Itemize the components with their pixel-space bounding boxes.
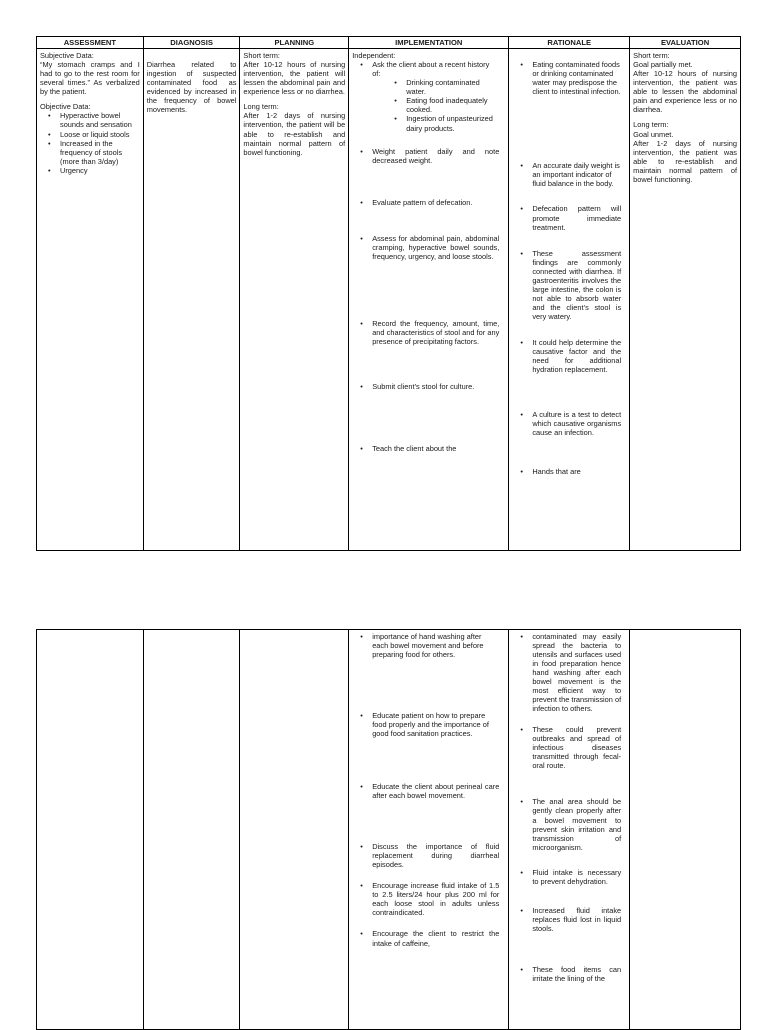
rationale-item: • The anal area should be gently clean properly after a bowel movement to prevent skin irritation and transmission of microorganism. [532, 797, 621, 851]
implementation-item: • Teach the client about the [372, 444, 499, 453]
page-two [0, 590, 768, 1024]
implementation-cell-continued [349, 630, 509, 1030]
header-implementation: IMPLEMENTATION [349, 37, 509, 49]
rationale-item: • It could help determine the causative factor and the need for additional hydration replacement. [532, 338, 621, 374]
evaluation-long-text: After 1-2 days of nursing intervention, the patient was able to re-establish and maintain normal pattern of bowel functioning. [633, 138, 737, 184]
implementation-item [372, 60, 499, 132]
planning-short-text: After 10-12 hours of nursing intervention, the patient will lessen the abdominal pain and experience less or no diarrhea. [243, 60, 346, 97]
header-planning: PLANNING [240, 37, 349, 49]
implementation-item: • Educate patient on how to prepare food properly and the importance of good food sanitation practices. [372, 711, 499, 738]
planning-cell-continued [240, 630, 349, 1030]
diagnosis-cell-continued [143, 630, 240, 1030]
evaluation-cell [630, 49, 741, 551]
implementation-item: • Weight patient daily and note decreased weight. [372, 147, 499, 165]
implementation-item-text: Ask the client about a recent history of: [372, 60, 490, 79]
rationale-item: • An accurate daily weight is an important indicator of fluid balance in the body. [532, 161, 621, 188]
implementation-list-continued [352, 632, 505, 948]
rationale-item: • Defecation pattern will promote immediate treatment. [532, 204, 621, 231]
rationale-item: • These could prevent outbreaks and spread of infectious diseases transmitted through fecal-oral route. [532, 725, 621, 770]
subjective-text: “My stomach cramps and I had to go to the rest room for several times.” As verbalized by the patient. [40, 60, 140, 97]
implementation-list [352, 60, 505, 453]
rationale-item-continued: • contaminated may easily spread the bacteria to utensils and surfaces used in food preparation hence hand washing after each bowel movement is the most efficient way to prevent the transmission of infection to others. [532, 632, 621, 713]
assessment-cell-continued [37, 630, 144, 1030]
implementation-item: • Educate the client about perineal care after each bowel movement. [372, 782, 499, 800]
header-row [37, 37, 741, 49]
evaluation-long-label: Long term: [633, 120, 669, 130]
evaluation-cell-continued [630, 630, 741, 1030]
implementation-item-continued [372, 632, 499, 659]
header-assessment: ASSESSMENT [37, 37, 144, 49]
rationale-item: • Fluid intake is necessary to prevent dehydration. [532, 868, 621, 886]
history-subitem: • Ingestion of unpasteurized dairy products. [406, 114, 499, 132]
rationale-item: • Eating contaminated foods or drinking contaminated water may predispose the client to intestinal infection. [532, 60, 621, 96]
assessment-cell [37, 49, 144, 551]
care-plan-table-page-2 [36, 629, 741, 1030]
rationale-cell [509, 49, 630, 551]
care-plan-table-page-1 [36, 36, 741, 551]
evaluation-short-label: Short term: [633, 51, 670, 61]
history-sublist [372, 78, 499, 132]
rationale-item: • These food items can irritate the lining of the [532, 965, 621, 983]
implementation-label: Independent: [352, 51, 396, 61]
implementation-cell [349, 49, 509, 551]
planning-long-text: After 1-2 days of nursing intervention, the patient will be able to re-establish and maintain normal pattern of bowel functioning. [243, 111, 346, 157]
evaluation-long-status: Goal unmet. [633, 129, 674, 139]
diagnosis-cell [143, 49, 240, 551]
implementation-item-text: • importance of hand washing after each bowel movement and before preparing food for others. [372, 632, 484, 660]
objective-item: • Loose or liquid stools [60, 130, 140, 139]
rationale-list [512, 60, 626, 476]
header-evaluation: EVALUATION [630, 37, 741, 49]
rationale-item: • Increased fluid intake replaces fluid lost in liquid stools. [532, 906, 621, 933]
implementation-item: • Encourage increase fluid intake of 1.5 to 2.5 liters/24 hour plus 200 ml for each loose stool in adults unless contraindicated. [372, 881, 499, 917]
rationale-cell-continued [509, 630, 630, 1030]
implementation-item: • Discuss the importance of fluid replacement during diarrheal episodes. [372, 842, 499, 869]
objective-list [40, 111, 140, 174]
implementation-item: • Assess for abdominal pain, abdominal cramping, hyperactive bowel sounds, frequency, urgency, and loose stools. [372, 234, 499, 261]
header-rationale: RATIONALE [509, 37, 630, 49]
planning-short-label: Short term: [243, 51, 280, 61]
evaluation-short-status: Goal partially met. [633, 60, 693, 70]
rationale-item: • A culture is a test to detect which causative organisms cause an infection. [532, 410, 621, 437]
subjective-label: Subjective Data: [40, 51, 94, 61]
diagnosis-text: Diarrhea related to ingestion of suspected contaminated food as evidenced by increased in the frequency of bowel movements. [146, 60, 237, 115]
objective-item: • Increased in the frequency of stools (more than 3/day) [60, 139, 140, 166]
rationale-item: • Hands that are [532, 467, 621, 476]
header-diagnosis: DIAGNOSIS [143, 37, 240, 49]
implementation-item: • Submit client’s stool for culture. [372, 382, 499, 391]
planning-cell [240, 49, 349, 551]
history-subitem: • Drinking contaminated water. [406, 78, 499, 96]
planning-long-label: Long term: [243, 102, 279, 112]
objective-label: Objective Data: [40, 102, 91, 112]
evaluation-short-text: After 10-12 hours of nursing intervention, the patient was able to lessen the abdominal pain and experience less or no diarrhea. [633, 69, 737, 115]
rationale-item: • These assessment findings are commonly connected with diarrhea. If gastroenteritis involves the large intestine, the colon is not able to absorb water and the client’s stool is very watery. [532, 249, 621, 321]
implementation-item: • Encourage the client to restrict the intake of caffeine, [372, 929, 499, 947]
objective-item: • Hyperactive bowel sounds and sensation [60, 111, 140, 129]
objective-item: • Urgency [60, 166, 140, 175]
content-row [37, 49, 741, 551]
implementation-item: • Record the frequency, amount, time, and characteristics of stool and for any presence of precipitating factors. [372, 319, 499, 346]
continued-row [37, 630, 741, 1030]
implementation-item: • Evaluate pattern of defecation. [372, 198, 499, 207]
history-subitem: • Eating food inadequately cooked. [406, 96, 499, 114]
rationale-list-continued [512, 632, 626, 983]
